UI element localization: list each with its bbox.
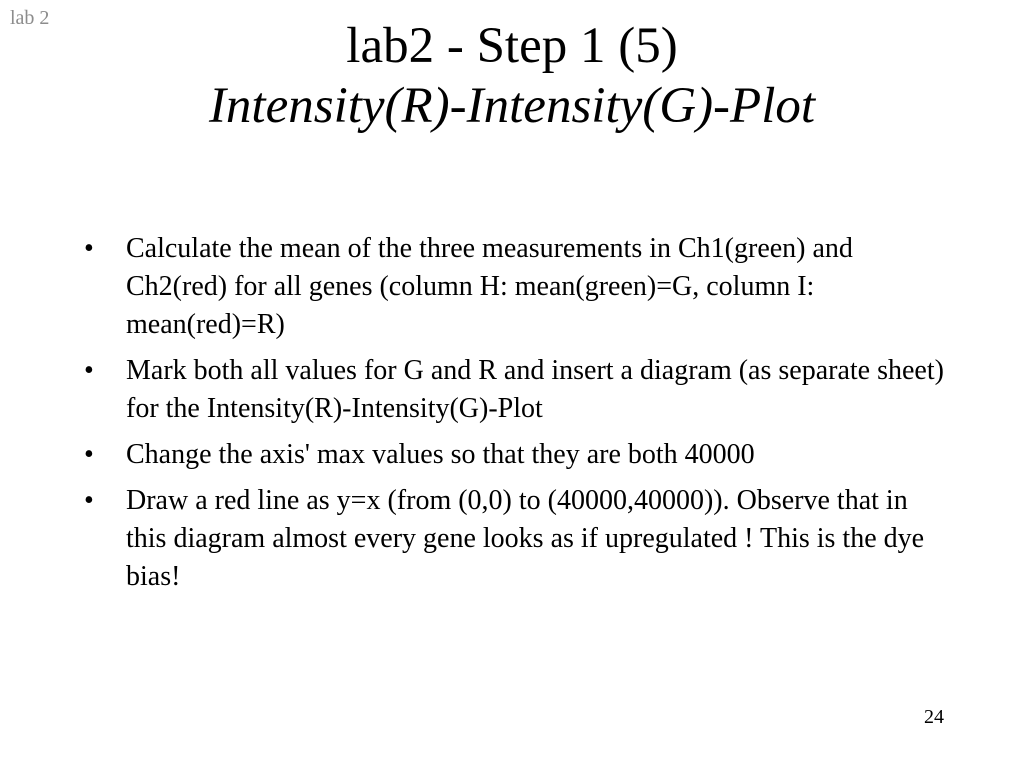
subtitle-line: Intensity(R)-Intensity(G)-Plot xyxy=(208,78,816,134)
header-tag: lab 2 xyxy=(10,7,50,29)
bullet-marker: • xyxy=(84,485,94,516)
bullet-item xyxy=(84,230,944,344)
bullet-marker: • xyxy=(84,439,94,470)
bullet-text: Change the axis' max values so that they are both 40000 xyxy=(126,439,755,470)
slide-title xyxy=(0,16,1024,136)
bullet-text: Mark both all values for G and R and insert a diagram (as separate sheet) for the Intensity(R)-Intensity(G)-Plot xyxy=(126,355,944,424)
page-number: 24 xyxy=(924,706,944,728)
bullet-marker: • xyxy=(84,355,94,386)
bullet-item xyxy=(84,436,944,474)
bullet-marker: • xyxy=(84,233,94,264)
bullet-text: Draw a red line as y=x (from (0,0) to (40000,40000)). Observe that in this diagram almost every gene looks as if upregulated ! This is the dye bias! xyxy=(126,485,925,592)
title-line: lab2 - Step 1 (5) xyxy=(346,18,678,74)
bullet-item xyxy=(84,352,944,428)
bullet-list xyxy=(84,230,944,596)
bullet-item xyxy=(84,482,944,596)
content-area xyxy=(84,230,944,604)
bullet-text: Calculate the mean of the three measurements in Ch1(green) and Ch2(red) for all genes (column H: mean(green)=G, column I: mean(red)=R) xyxy=(126,233,853,340)
